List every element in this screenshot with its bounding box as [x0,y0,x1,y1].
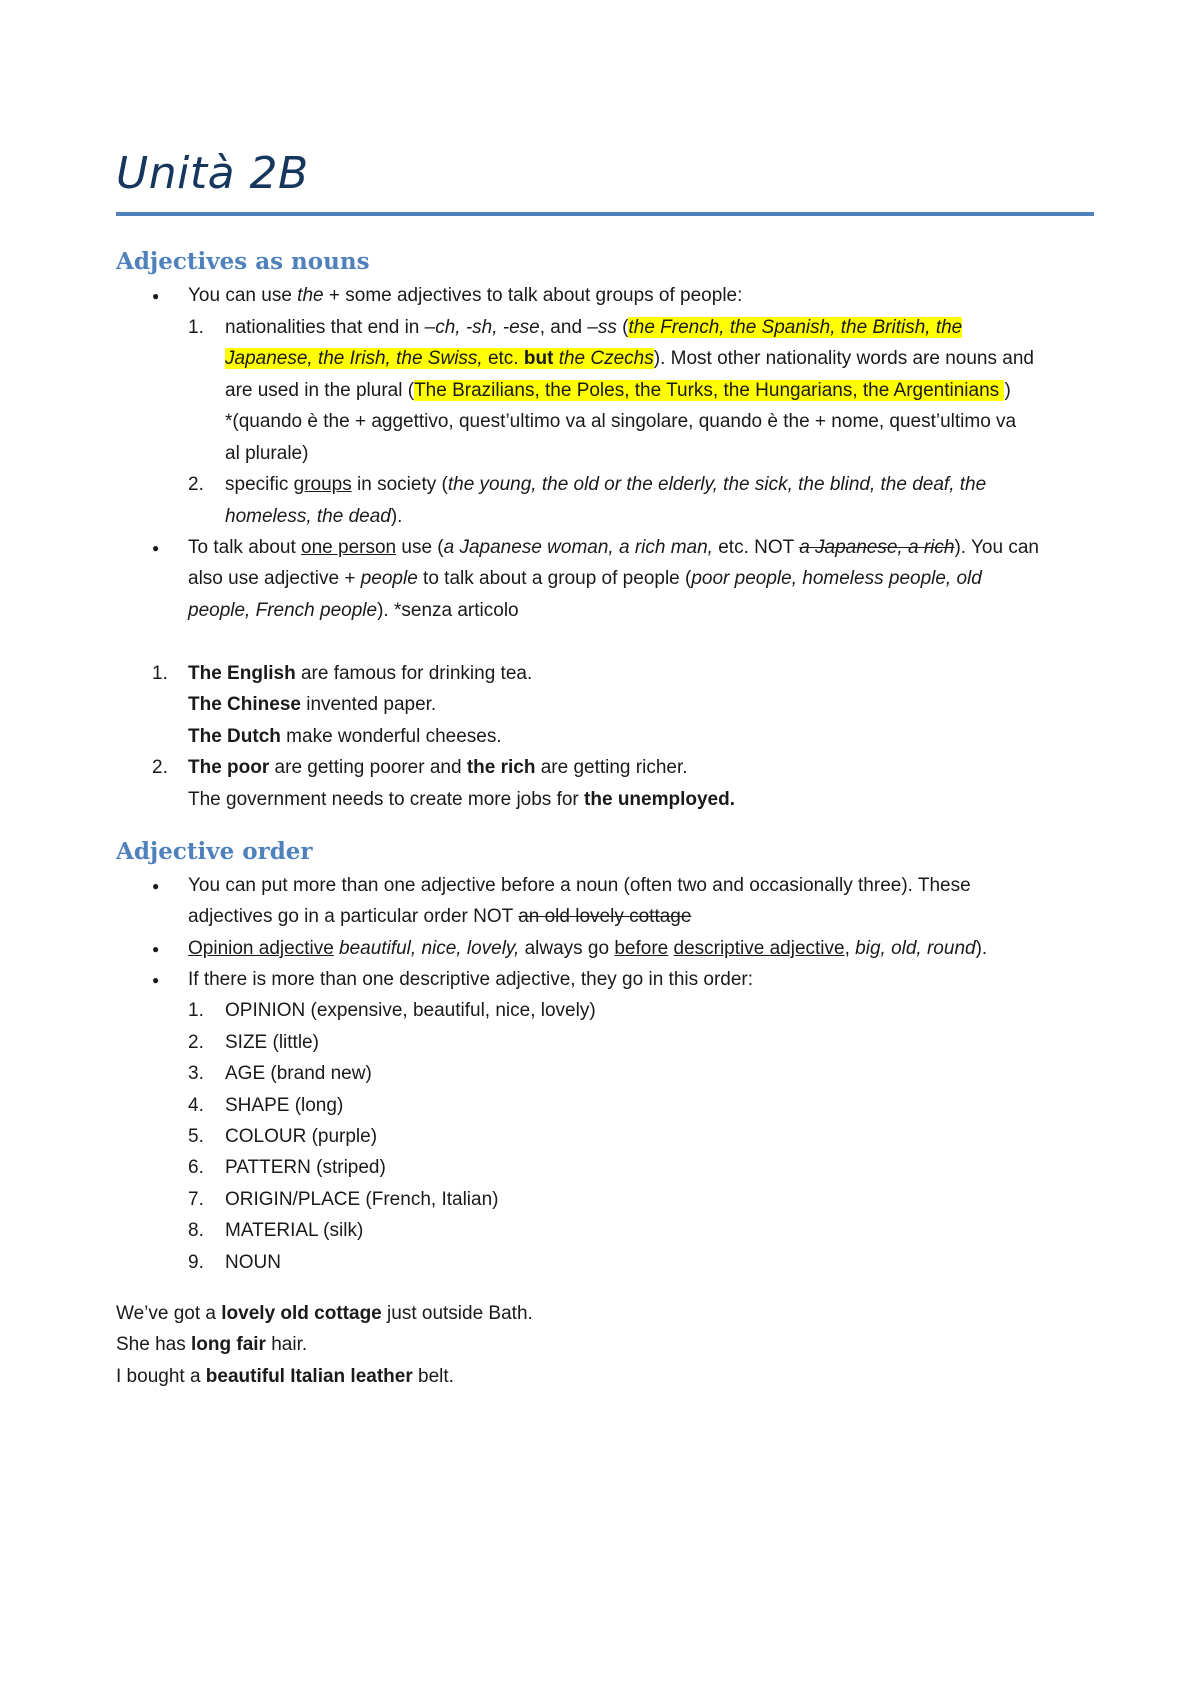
list-number: 6. [188,1157,204,1178]
paragraph: are used in the plural (The Brazilians, the Poles, the Turks, the Hungarians, the Argentinians ) [225,380,1011,401]
list-item: PATTERN (striped) [225,1157,386,1178]
list-number: 1. [188,317,204,338]
paragraph: homeless, the dead). [225,506,403,527]
list-item: AGE (brand new) [225,1063,372,1084]
page-title: Unità 2B [116,148,309,199]
list-item: MATERIAL (silk) [225,1220,364,1241]
paragraph: Japanese, the Irish, the Swiss, etc. but the Czechs). Most other nationality words are nouns and [225,348,1034,369]
paragraph: You can put more than one adjective before a noun (often two and occasionally three). These [188,875,971,896]
list-number: 8. [188,1220,204,1241]
list-item: NOUN [225,1252,281,1273]
example-sentence: The English are famous for drinking tea. [188,663,533,684]
note: al plurale) [225,443,309,464]
example-sentence: The government needs to create more jobs for the unemployed. [188,789,736,810]
title-divider [116,212,1094,216]
list-number: 1. [188,1000,204,1021]
list-item: SIZE (little) [225,1032,319,1053]
paragraph: Opinion adjective beautiful, nice, lovely, always go before descriptive adjective, big, old, round). [188,938,988,959]
example-sentence: She has long fair hair. [116,1334,308,1355]
list-number: 3. [188,1063,204,1084]
bullet-icon: ● [152,942,160,956]
list-number: 4. [188,1095,204,1116]
section-heading-adjectives-as-nouns: Adjectives as nouns [116,248,370,275]
bullet-icon: ● [152,973,160,987]
example-sentence: The Chinese invented paper. [188,694,437,715]
list-number: 9. [188,1252,204,1273]
example-sentence: I bought a beautiful Italian leather belt. [116,1366,454,1387]
list-item: SHAPE (long) [225,1095,344,1116]
list-number: 2. [188,1032,204,1053]
list-item: ORIGIN/PLACE (French, Italian) [225,1189,499,1210]
bullet-icon: ● [152,541,160,555]
highlighted-text: Japanese, the Irish, the Swiss, [225,348,483,369]
example-sentence: The poor are getting poorer and the rich are getting richer. [188,757,688,778]
highlighted-text: the French, the Spanish, the British, the [628,317,963,338]
note: *(quando è the + aggettivo, quest’ultimo va al singolare, quando è the + nome, quest’ultimo va [225,411,1017,432]
paragraph: specific groups in society (the young, the old or the elderly, the sick, the blind, the deaf, the [225,474,987,495]
paragraph: also use adjective + people to talk about a group of people (poor people, homeless people, old [188,568,982,589]
list-number: 7. [188,1189,204,1210]
paragraph: If there is more than one descriptive adjective, they go in this order: [188,969,754,990]
list-number: 2. [152,757,168,778]
highlighted-text: The Brazilians, the Poles, the Turks, the Hungarians, the Argentinians [414,380,1005,401]
example-sentence: We’ve got a lovely old cottage just outside Bath. [116,1303,533,1324]
section-heading-adjective-order: Adjective order [116,838,313,865]
list-item: OPINION (expensive, beautiful, nice, lovely) [225,1000,596,1021]
list-number: 2. [188,474,204,495]
example-sentence: The Dutch make wonderful cheeses. [188,726,502,747]
list-number: 5. [188,1126,204,1147]
paragraph: You can use the + some adjectives to talk about groups of people: [188,285,743,306]
paragraph: adjectives go in a particular order NOT an old lovely cottage [188,906,692,927]
bullet-icon: ● [152,289,160,303]
paragraph: nationalities that end in –ch, -sh, -ese, and –ss (the French, the Spanish, the British, the [225,317,963,338]
paragraph: To talk about one person use (a Japanese woman, a rich man, etc. NOT a Japanese, a rich). You can [188,537,1039,558]
list-item: COLOUR (purple) [225,1126,378,1147]
bullet-icon: ● [152,879,160,893]
paragraph: people, French people). *senza articolo [188,600,519,621]
list-number: 1. [152,663,168,684]
